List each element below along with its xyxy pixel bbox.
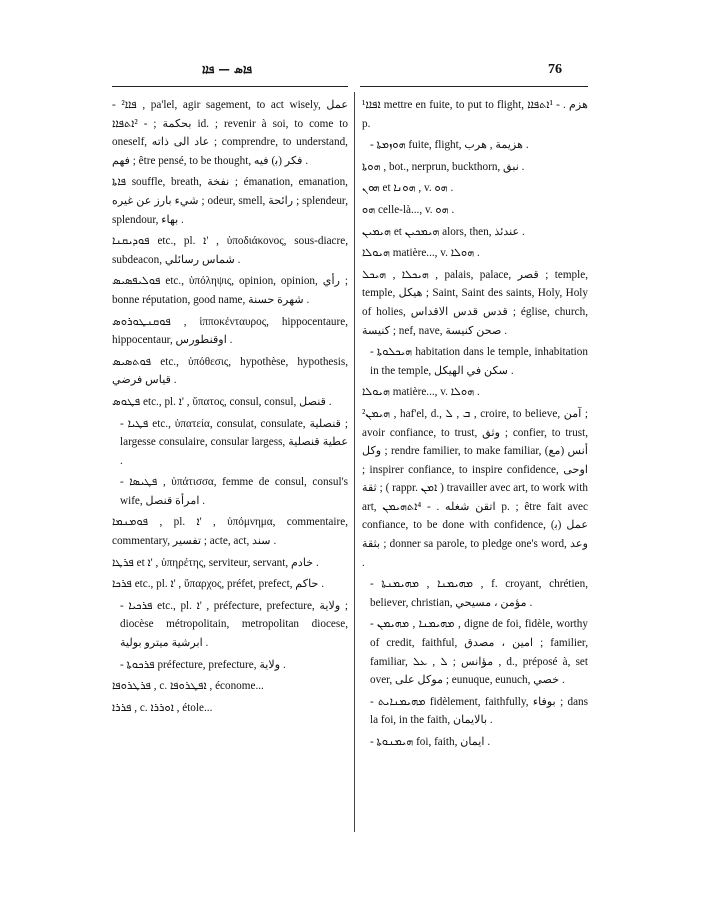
entry-femme-de-consul: - ܦܛܝܣܐ , ὑπάτισσα, femme de consul, consul's wife, امرأة قنصل . (120, 476, 348, 507)
entry-celle-la: ܗܘ celle-là..., v. ܗܘ . (362, 203, 455, 216)
entry-matiere-1: ܗܝܘܠܐ matière..., v. ܗܘܠܐ . (362, 247, 480, 260)
entry-commentaire: ܦܘܡܢܡܐ , pl. ܐ' , ὑπόμνημα, commentaire, commentary, تفسير ; acte, act, سند . (112, 516, 348, 548)
running-head: ܦܐܣ — ܦܐܐ (201, 62, 253, 76)
entry-foi: - ܗܝܡܢܘܬܐ foi, faith, ايمان . (370, 736, 491, 748)
entry-prefecture-diocese: - ܦܪܟܝܐ etc., pl. ܐ' , préfecture, prefecture, ولاية ; diocèse métropolitain, metropolitan diocese, ابرشية ميترو بولية . (120, 599, 348, 650)
right-column (362, 96, 588, 755)
entry-souffle: ܦܐܬܐ souffle, breath, نفخة ; émanation, emanation, شيء بارز عن غيره ; odeur, smell, رائحة ; splendeur, splendour, بهاء . (112, 176, 348, 226)
entry-serviteur: ܦܪܛܐ et ܐ' , ὑπηρέτης, serviteur, servant, خادم . (112, 556, 319, 569)
entry-consulat: - ܦܛܝܐ etc., ὑπατεία, consulat, consulate, قنصلية ; largesse consulaire, consular largess, عطية قنصلية . (120, 417, 349, 467)
page-number: 76 (548, 62, 562, 77)
column-divider (354, 92, 355, 832)
entry-fuite: - ܗܘܙܡܬܐ fuite, flight, هزيمة , هرب . (370, 139, 529, 152)
entry-croire: ²ܗܝܡܢ , haf'el, d., ܒ , ܠ , croire, to believe, آمن ; avoir confiance, to trust, وثق ; confier, to trust, وكل ; rendre familier, to make familiar, أنس (ﻣﻊ) ; inspirer confiance, to inspire confidence, اوحى ثقة ; ( rappr. ܐܡܢ ) travailler avec art, to work with art, اتقن شغله . - ⁴ܐܬܗܝܡܢ p. ; être fait avec confiance, to be done with confidence, عمل (ﺑ) بثقة ; donner sa parole, to pledge one's word, وعد . (362, 407, 589, 569)
entry-nerprun: ܗܘܬܐ , bot., nerprun, buckthorn, نبق . (362, 160, 525, 173)
entry-econome: ܦܪܛܪܘܦܐ , c. ܐܦܛܪܘܦܐ , économe... (112, 680, 264, 693)
entry-hippocentaure: ܦܘܩܢܛܘܪܘܣ , ἱπποκένταυρος, hippocentaure, hippocentaur, اوقنطورس . (112, 315, 348, 347)
header-rule-right (360, 86, 588, 87)
entry-croyant: - ܡܗܝܡܢܐ , ܡܗܝܡܢܬܐ , f. croyant, chrétien, believer, christian, مؤمن ، مسيحي . (370, 578, 588, 609)
entry-palais-temple: ܗܝܟܠܐ , ܗܝܟܠ , palais, palace, قصر ; temple, temple, هيكل ; Saint, Saint des saints, Holy, Holy of holies, قدس قدس الاقداس ; église, church, كنيسة ; nef, nave, صحن كنيسة . (362, 268, 588, 337)
entry-matiere-2: ܗܝܘܠܐ matière..., v. ܗܘܠܐ . (362, 386, 480, 399)
entry-prefecture: - ܦܪܟܘܬܐ préfecture, prefecture, ولاية . (120, 658, 286, 671)
entry-digne-de-foi: - ܡܗܝܡܢܐ , ܡܗܝܡܢ , digne de foi, fidèle, worthy of credit, faithful, امين ، مصدق ; familier, familiar, مؤانس ; ܠ , ܥܠ , d., préposé à, set over, موكل على ; eunuque, eunuch, خصي . (370, 618, 588, 687)
entry-prefet: ܦܪܟܐ etc., pl. ܐ' , ὕπαρχος, préfet, prefect, حاكم . (112, 578, 324, 591)
entry-consul: ܦܛܘܣ etc., pl. ܐ' , ὕπατος, consul, consul, قنصل . (112, 395, 332, 408)
left-column (112, 96, 348, 720)
entry-fidelement: - ܡܗܝܡܢܐܝܬ fidèlement, faithfully, بوفاء ; dans la foi, in the faith, بالايمان . (370, 695, 588, 727)
entry-mettre-en-fuite: ¹ܐܦܐܐ mettre en fuite, to put to flight, هزم . - ¹ܐܬܦܐܐ p. (362, 99, 588, 130)
page-header (0, 62, 714, 86)
entry-habitation-temple: - ܗܝܟܠܘܬܐ habitation dans le temple, inhabitation in the temple, سكن في الهيكل . (370, 346, 588, 377)
entry-paalel: - ²ܦܐܐ , pa'lel, agir sagement, to act wisely, عمل بحكمة ; - ²ܐܬܦܐܐ id. ; revenir à soi, to come to oneself, عاد الى ذاته ; comprendre, to understand, فهم ; être pensé, to be thought, فكر (ﺑ) فيه . (112, 99, 348, 167)
entry-etole: ܦܪܪܐ , c. ܐܘܪܪܐ , étole... (112, 701, 213, 714)
entry-honn: ܗܘܢ et ܗܘܢܐ , v. ܗܘ . (362, 182, 454, 195)
entry-opinion: ܦܘܠܝܦܣܝܣ etc., ὑπόληψις, opinion, opinion, رأي ; bonne réputation, good name, شهرة حسنة . (112, 275, 348, 306)
entry-sous-diacre: ܦܘܕܝܩܢܐ etc., pl. ܐ' , ὑποδιάκονος, sous-diacre, subdeacon, شماس رسائلي . (112, 235, 348, 266)
header-rule-left (112, 86, 348, 87)
entry-hypothese: ܦܘܬܣܝܣ etc., ὑπόθεσις, hypothèse, hypothesis, قياس فرضي . (112, 355, 348, 387)
entry-alors: ܗܝܡܝܢ et ܗܝܡܟܝܢ alors, then, عندئذ . (362, 225, 525, 238)
